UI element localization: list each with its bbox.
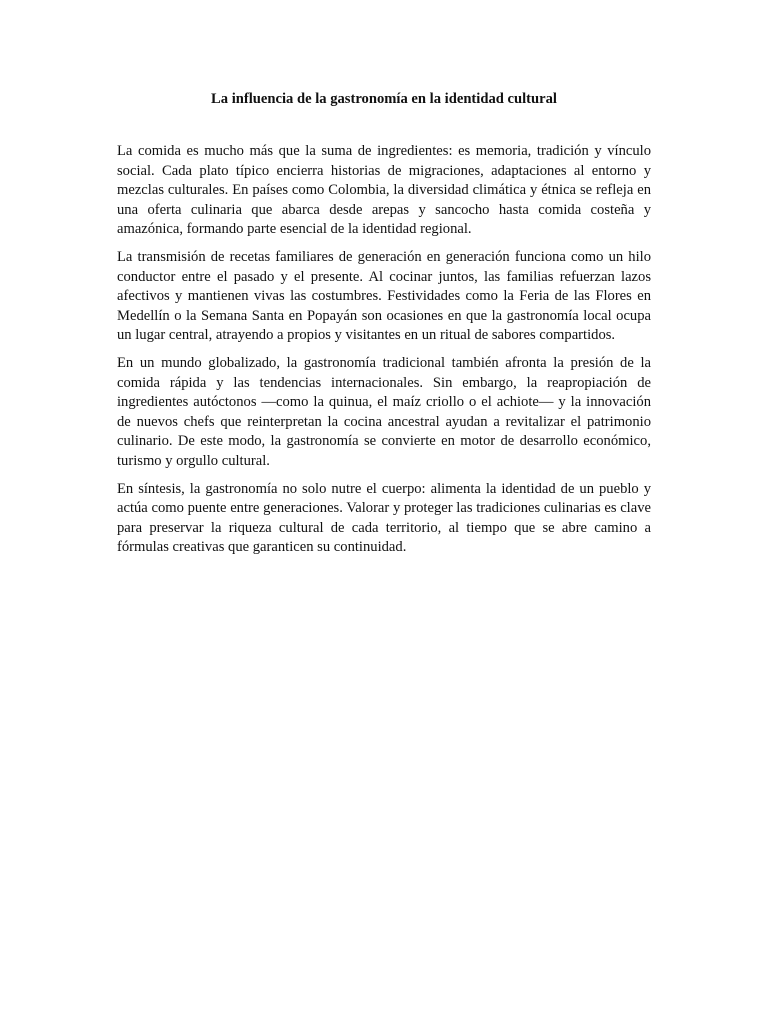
paragraph-2: La transmisión de recetas familiares de generación en generación funciona como un hilo conductor entre el pasado y el presente. Al cocinar juntos, las familias refuerzan lazos afectivos y mantienen vivas las costumbres. Festividades como la Feria de las Flores en Medellín o la Semana Santa en Popayán son ocasiones en que la gastronomía local ocupa un lugar central, atrayendo a propios y visitantes en un ritual de sabores compartidos. (117, 249, 651, 344)
document-body (117, 90, 651, 567)
paragraph-3: En un mundo globalizado, la gastronomía tradicional también afronta la presión de la comida rápida y las tendencias internacionales. Sin embargo, la reapropiación de ingredientes autóctonos —como la quinua, el maíz criollo o el achiote— y la innovación de nuevos chefs que reinterpretan la cocina ancestral ayudan a revitalizar el patrimonio culinario. De este modo, la gastronomía se convierte en motor de desarrollo económico, turismo y orgullo cultural. (117, 355, 651, 469)
paragraph-1: La comida es mucho más que la suma de ingredientes: es memoria, tradición y vínculo social. Cada plato típico encierra historias de migraciones, adaptaciones al entorno y mezclas culturales. En países como Colombia, la diversidad climática y étnica se refleja en una oferta culinaria que abarca desde arepas y sancocho hasta comida costeña y amazónica, formando parte esencial de la identidad regional. (117, 143, 651, 238)
paragraph-4: En síntesis, la gastronomía no solo nutre el cuerpo: alimenta la identidad de un pueblo y actúa como puente entre generaciones. Valorar y proteger las tradiciones culinarias es clave para preservar la riqueza cultural de cada territorio, al tiempo que se abre camino a fórmulas creativas que garanticen su continuidad. (117, 480, 651, 556)
document-title: La influencia de la gastronomía en la identidad cultural (211, 91, 557, 107)
